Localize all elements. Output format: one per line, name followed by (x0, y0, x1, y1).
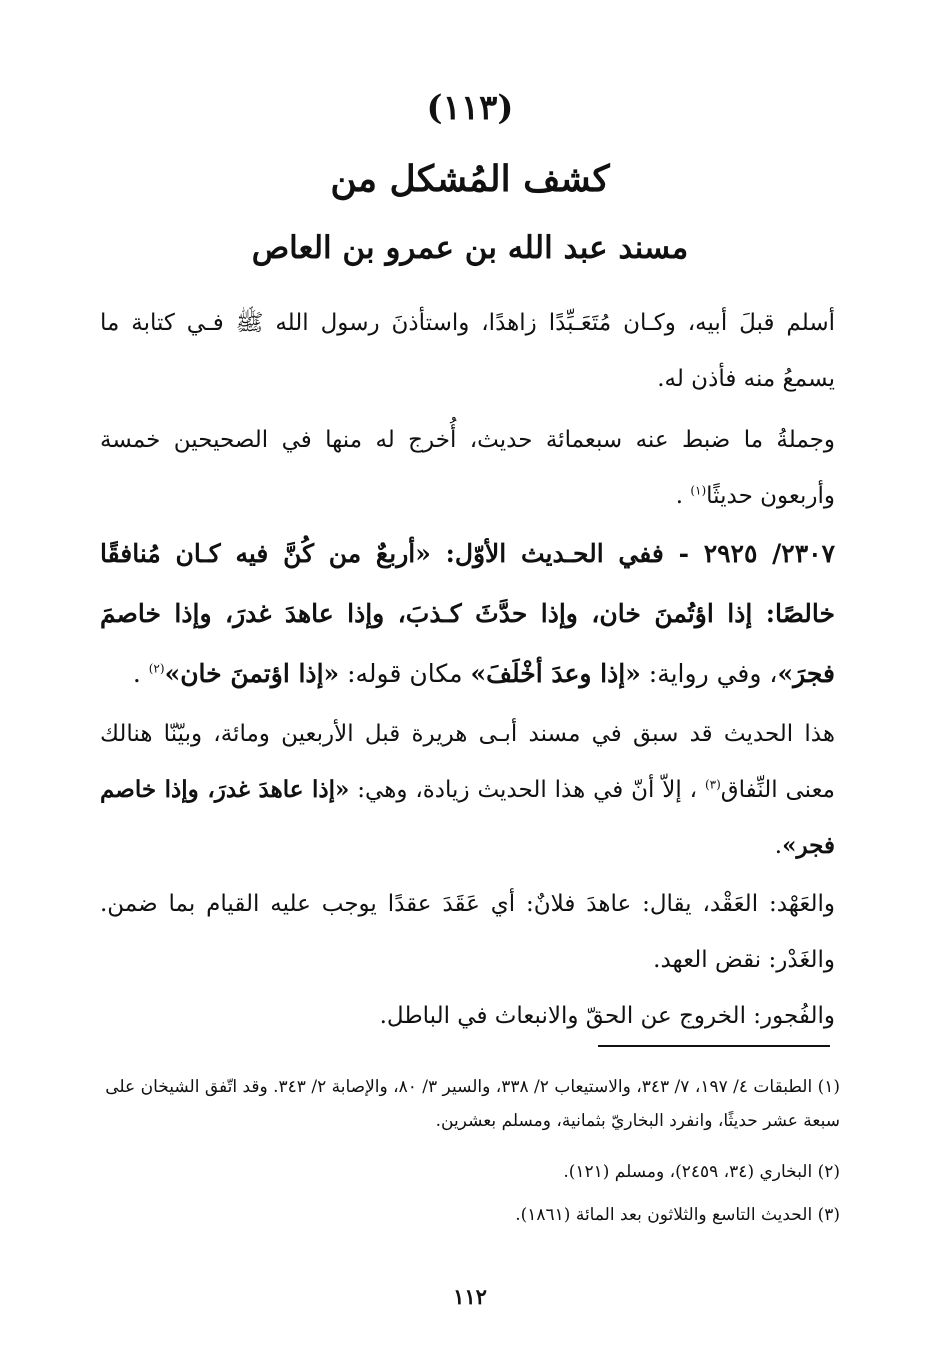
paragraph-hadith (100, 524, 835, 704)
footnote-3: (٣) الحديث التاسع والثلاثون بعد المائة (١٨٦١). (515, 1205, 840, 1225)
hadith-quote: «أربعٌ من كُنَّ فيه كـان مُنافقًا خالصًا: إذا اؤتُمنَ خان، وإذا حدَّثَ كـذبَ، وإذا عاهدَ غدرَ، وإذا خاصمَ فجرَ» (100, 539, 835, 688)
paragraph-text: وجملةُ ما ضبط عنه سبعمائة حديث، أُخرج له منها في الصحيحين خمسة وأربعون حديثًا (100, 427, 835, 509)
chapter-title-line2: مسند عبد الله بن عمرو بن العاص (251, 230, 689, 266)
footnote-ref-2: (٢) (148, 661, 165, 676)
paragraph-definition-fujur: والفُجور: الخروج عن الحقّ والانبعاث في الباطل. (379, 1003, 835, 1029)
footnote-2: (٢) البخاري (٣٤، ٢٤٥٩)، ومسلم (١٢١). (563, 1162, 840, 1182)
commentary-end: . (774, 833, 783, 859)
commentary-mid: ، إلاّ أنّ في هذا الحديث زيادة، وهي: (349, 777, 705, 803)
narration-mid: مكان قوله: (339, 659, 471, 688)
hadith-number: ٢٣٠٧/ ٢٩٢٥ (703, 539, 835, 568)
narration-intro: ، وفي رواية: (640, 659, 778, 688)
hadith-intro: - ففي الحـديث الأوّل: (430, 539, 704, 568)
paragraph-definition-ahd: والعَهْد: العَقْد، يقال: عاهدَ فلانٌ: أي عَقَدَ عقدًا يوجب عليه القيام بما ضمن. والغَدْر: نقض العهد. (100, 891, 835, 973)
chapter-number: (١١٣) (426, 88, 514, 128)
hadith-end: . (132, 659, 149, 688)
page-number: ١١٢ (453, 1284, 487, 1309)
footnote-divider (598, 1045, 830, 1047)
footnote-ref-1: (١) (690, 483, 707, 498)
paragraph-end: . (675, 483, 691, 509)
paragraph-biography: أسلم قبلَ أبيه، وكـان مُتَعَـبِّدًا زاهدًا، واستأذنَ رسول الله ﷺ فـي كتابة ما يسمعُ منه فأذن له. (100, 310, 835, 392)
narration-quote2: «إذا اؤتمنَ خان» (164, 659, 340, 688)
commentary-quote: «إذا عاهدَ غدرَ، وإذا خاصم فجر» (100, 776, 835, 859)
paragraph-hadith-count (100, 412, 835, 524)
footnote-1: (١) الطبقات ٤/ ١٩٧، ٧/ ٣٤٣، والاستيعاب ٢/ ٣٣٨، والسير ٣/ ٨٠، والإصابة ٢/ ٣٤٣. وقد اتّفق الشيخان على سبعة عشر حديثًا، وانفرد البخاريّ بثمانية، ومسلم بعشرين. (105, 1077, 840, 1131)
footnote-ref-3: (٣) (704, 777, 721, 792)
narration-quote: «إذا وعدَ أخْلَفَ» (470, 659, 641, 688)
chapter-title-line1: كشف المُشكل من (330, 158, 610, 200)
paragraph-commentary (100, 706, 835, 874)
commentary-text: هذا الحديث قد سبق في مسند أبـى هريرة قبل الأربعين ومائة، وبيّنّا هنالك معنى النِّفاق (100, 721, 836, 803)
